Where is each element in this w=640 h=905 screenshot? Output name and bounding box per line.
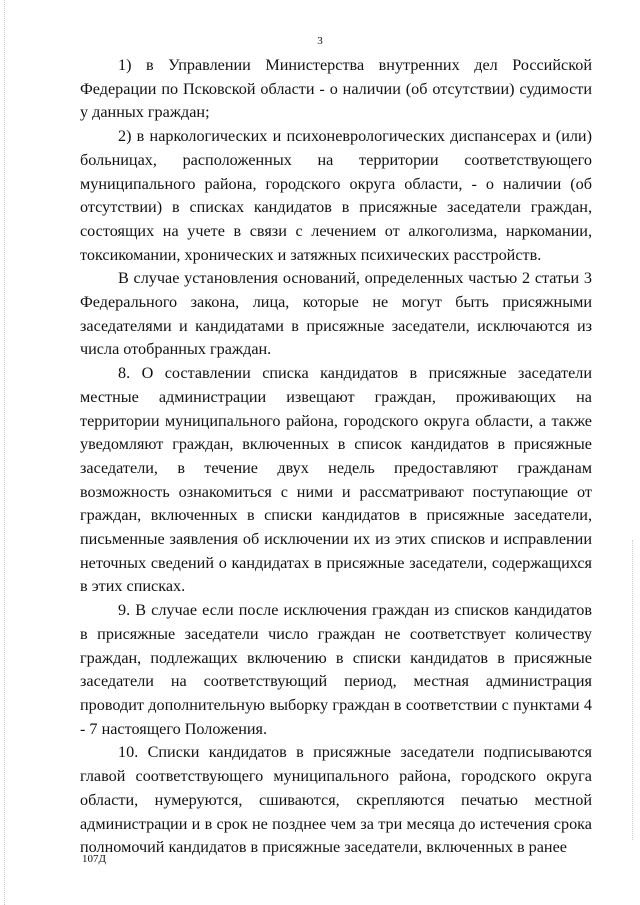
paragraph-clause-8: 8. О составлении списка кандидатов в присяжные заседатели местные администрации извещают граждан, проживающих на территории муниципального района, городского округа области, а также уведомляют граждан, включенных в список кандидатов в присяжные заседатели, в течение двух недель предоставляют гражданам возможность ознакомиться с ними и рассматривают поступающие от граждан, включенных в списки кандидатов в присяжные заседатели, письменные заявления об исключении их из этих списков и исправлении неточных сведений о кандидатах в присяжные заседатели, содержащихся в этих списках. — [80, 364, 592, 596]
paragraph-clause-9: 9. В случае если после исключения граждан из списков кандидатов в присяжные заседатели число граждан не соответствует количеству граждан, подлежащих включению в списки кандидатов в присяжные заседатели на соответствующий период, местная администрация проводит дополнительную выборку граждан в соответствии с пунктами 4 - 7 настоящего Положения. — [80, 601, 592, 738]
scan-edge-left — [4, 0, 6, 905]
footer-document-code: 107Д — [82, 853, 107, 865]
paragraph-clause-10: 10. Списки кандидатов в присяжные заседатели подписываются главой соответствующего муниципального района, городского округа области, нумеруются, сшиваются, скрепляются печатью местной администрации и в срок не позднее чем за три месяца до истечения срока полномочий кандидатов в присяжные заседатели, включенных в ранее — [80, 743, 592, 857]
paragraph-item-1: 1) в Управлении Министерства внутренних дел Российской Федерации по Псковской области - о наличии (об отсутствии) судимости у данных граждан; — [80, 56, 592, 122]
document-body — [80, 54, 592, 860]
paragraph-item-2: 2) в наркологических и психоневрологических диспансерах и (или) больницах, расположенных на территории соответствующего муниципального района, городского округа области, - о наличии (об отсутствии) в списках кандидатов в присяжные заседатели граждан, состоящих на учете в связи с лечением от алкоголизма, наркомании, токсикомании, хронических и затяжных психических расстройств. — [80, 127, 592, 264]
scan-edge-right — [632, 540, 634, 840]
paragraph-exclusion-grounds: В случае установления оснований, определенных частью 2 статьи 3 Федерального закона, лица, которые не могут быть присяжными заседателями и кандидатами в присяжные заседатели, исключаются из числа отобранных граждан. — [80, 269, 592, 359]
page-number: 3 — [317, 35, 323, 47]
